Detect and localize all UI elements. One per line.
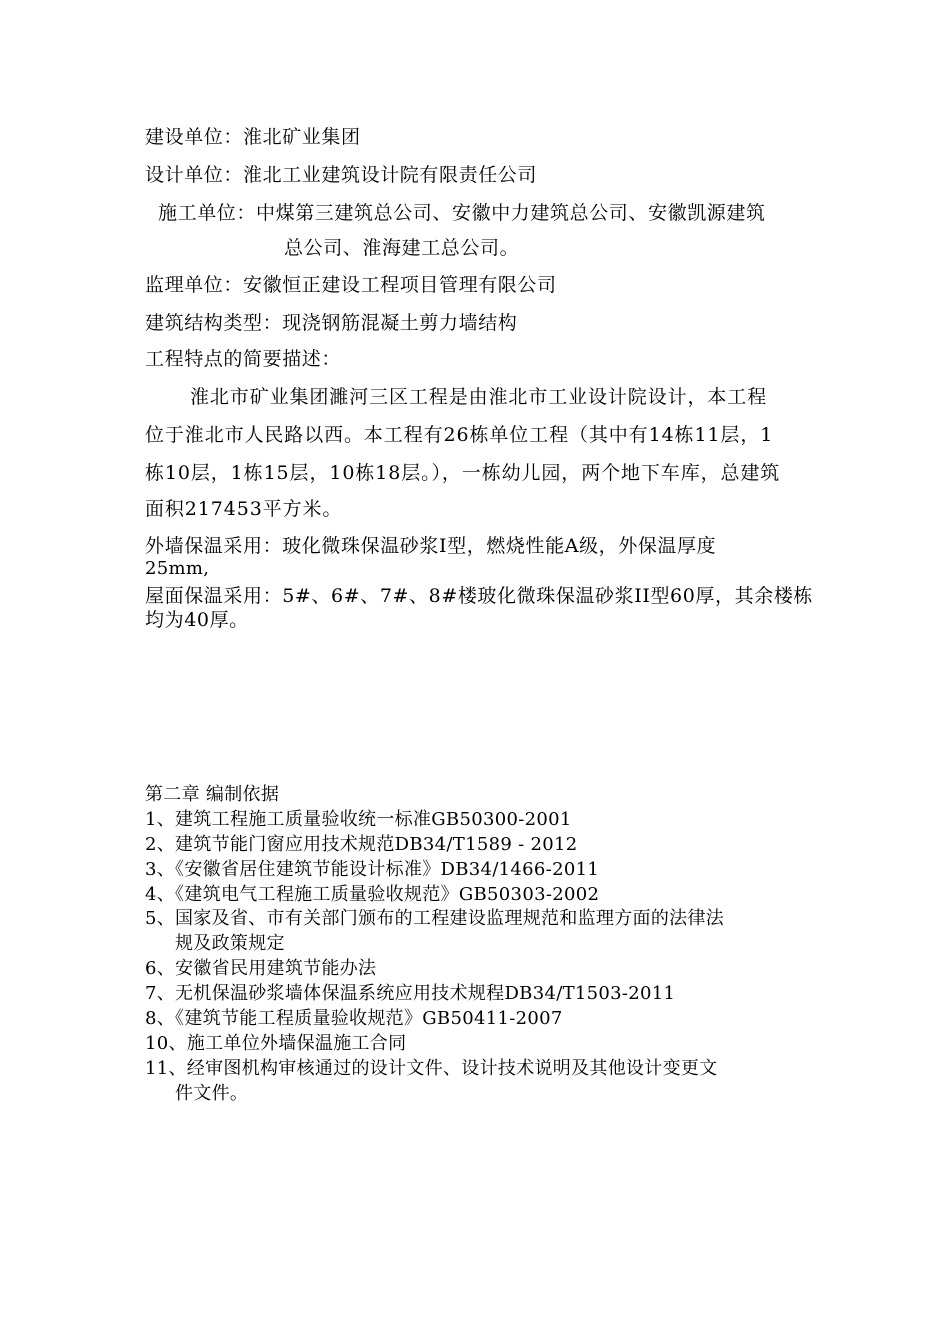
reference-item: 8、《建筑节能工程质量验收规范》GB50411-2007	[145, 1008, 563, 1029]
wall-insulation-line-2: 25mm,	[145, 558, 210, 579]
builder-unit-line-2: 总公司、淮海建工总公司。	[284, 237, 520, 259]
supervision-unit: 监理单位：安徽恒正建设工程项目管理有限公司	[145, 274, 557, 296]
reference-item: 5、国家及省、市有关部门颁布的工程建设监理规范和监理方面的法律法	[145, 908, 725, 929]
chapter-2-title: 第二章 编制依据	[145, 784, 280, 805]
features-paragraph-line-1: 淮北市矿业集团濉河三区工程是由淮北市工业设计院设计，本工程	[190, 386, 768, 408]
roof-insulation-line-2: 均为40厚。	[145, 609, 249, 631]
design-unit: 设计单位：淮北工业建筑设计院有限责任公司	[145, 164, 538, 186]
reference-item: 10、施工单位外墙保温施工合同	[145, 1033, 407, 1054]
reference-item: 4、《建筑电气工程施工质量验收规范》GB50303-2002	[145, 884, 600, 905]
reference-item: 7、无机保温砂浆墙体保温系统应用技术规程DB34/T1503-2011	[145, 983, 676, 1004]
construction-unit: 建设单位：淮北矿业集团	[145, 126, 361, 148]
roof-insulation-line-1: 屋面保温采用：5#、6#、7#、8#楼玻化微珠保温砂浆II型60厚，其余楼栋	[145, 585, 814, 607]
reference-item: 2、建筑节能门窗应用技术规范DB34/T1589 - 2012	[145, 834, 578, 855]
features-paragraph-line-4: 面积217453平方米。	[145, 498, 343, 520]
reference-item-continuation: 件文件。	[175, 1083, 249, 1104]
features-heading: 工程特点的简要描述：	[145, 348, 342, 370]
structure-type: 建筑结构类型：现浇钢筋混凝土剪力墙结构	[145, 312, 518, 334]
reference-item: 11、经审图机构审核通过的设计文件、设计技术说明及其他设计变更文	[145, 1058, 718, 1079]
reference-item: 6、安徽省民用建筑节能办法	[145, 958, 377, 979]
features-paragraph-line-2: 位于淮北市人民路以西。本工程有26栋单位工程（其中有14栋11层，1	[145, 424, 774, 446]
reference-item: 3、《安徽省居住建筑节能设计标准》DB34/1466-2011	[145, 859, 600, 880]
reference-item: 1、建筑工程施工质量验收统一标准GB50300-2001	[145, 809, 572, 830]
builder-unit-line-1: 施工单位：中煤第三建筑总公司、安徽中力建筑总公司、安徽凯源建筑	[158, 202, 766, 224]
features-paragraph-line-3: 栋10层，1栋15层，10栋18层。），一栋幼儿园，两个地下车库，总建筑	[145, 462, 781, 484]
reference-item-continuation: 规及政策规定	[175, 933, 285, 954]
wall-insulation-line-1: 外墙保温采用：玻化微珠保温砂浆Ⅰ型，燃烧性能A级，外保温厚度	[145, 535, 717, 557]
